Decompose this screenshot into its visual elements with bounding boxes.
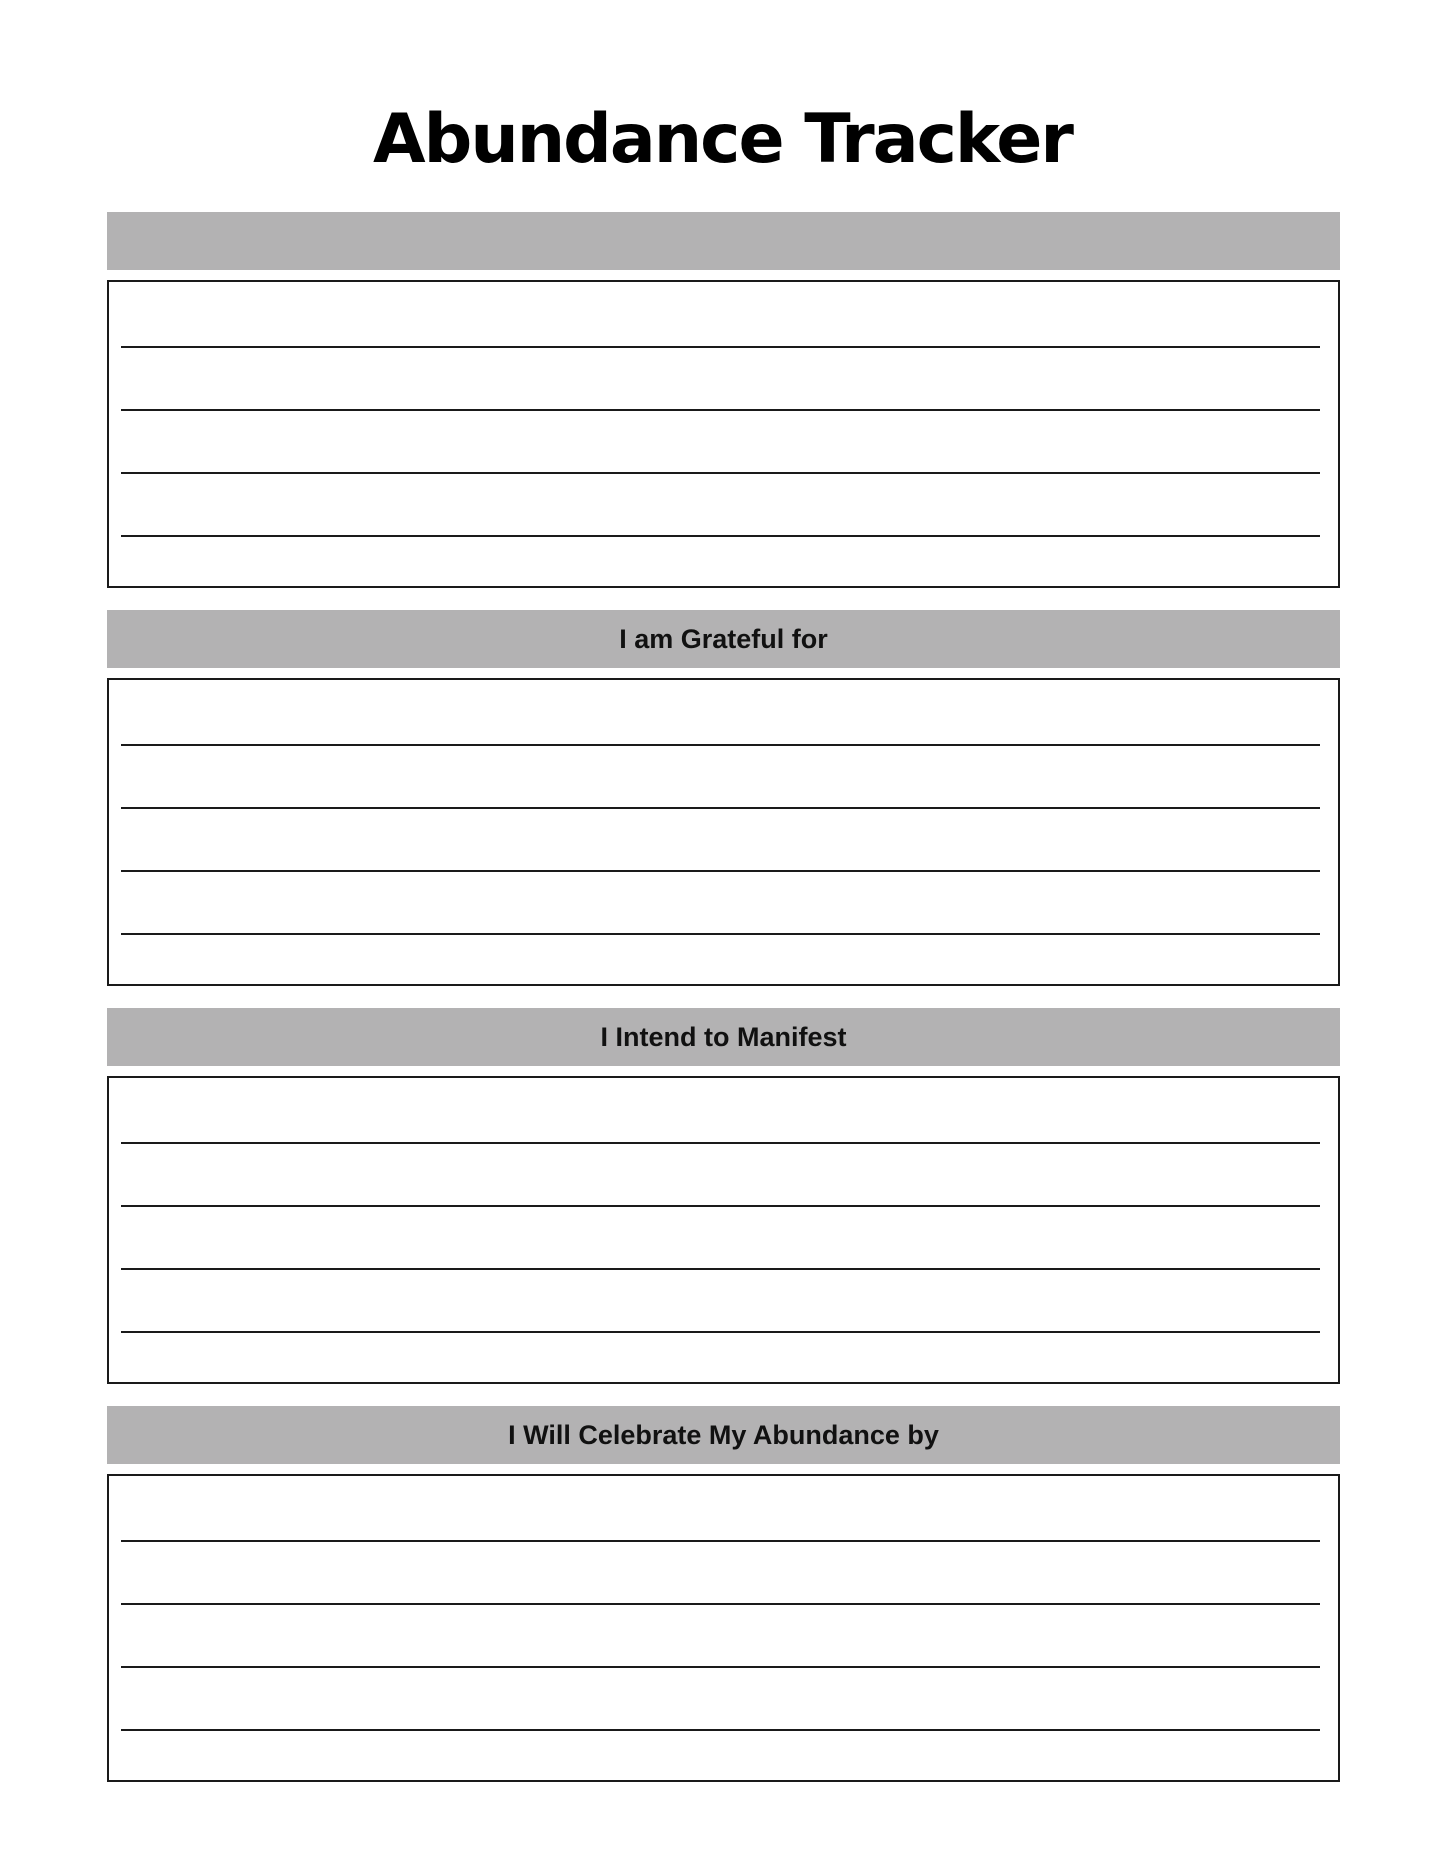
- writing-line: [121, 1142, 1320, 1144]
- writing-box[interactable]: [107, 678, 1340, 986]
- page-title: Abundance Tracker: [373, 100, 1072, 179]
- writing-line: [121, 870, 1320, 872]
- writing-line: [121, 472, 1320, 474]
- writing-line: [121, 744, 1320, 746]
- writing-line: [121, 346, 1320, 348]
- section-grateful: [107, 610, 1340, 986]
- writing-line: [121, 1331, 1320, 1333]
- section-celebrate: [107, 1406, 1340, 1782]
- writing-box[interactable]: [107, 1474, 1340, 1782]
- writing-line: [121, 1666, 1320, 1668]
- writing-line: [121, 1729, 1320, 1731]
- writing-box[interactable]: [107, 1076, 1340, 1384]
- section-header-label: I am Grateful for: [619, 623, 828, 654]
- writing-line: [121, 535, 1320, 537]
- section-untitled: [107, 212, 1340, 588]
- writing-line: [121, 807, 1320, 809]
- section-manifest: [107, 1008, 1340, 1384]
- section-header-band: [107, 212, 1340, 270]
- writing-line: [121, 409, 1320, 411]
- section-header-band: [107, 610, 1340, 668]
- section-header-label: I Intend to Manifest: [600, 1021, 847, 1052]
- writing-line: [121, 1205, 1320, 1207]
- section-header-band: [107, 1406, 1340, 1464]
- writing-line: [121, 933, 1320, 935]
- writing-line: [121, 1268, 1320, 1270]
- section-header-label: I Will Celebrate My Abundance by: [508, 1419, 939, 1450]
- section-header-band: [107, 1008, 1340, 1066]
- writing-box[interactable]: [107, 280, 1340, 588]
- writing-line: [121, 1603, 1320, 1605]
- writing-line: [121, 1540, 1320, 1542]
